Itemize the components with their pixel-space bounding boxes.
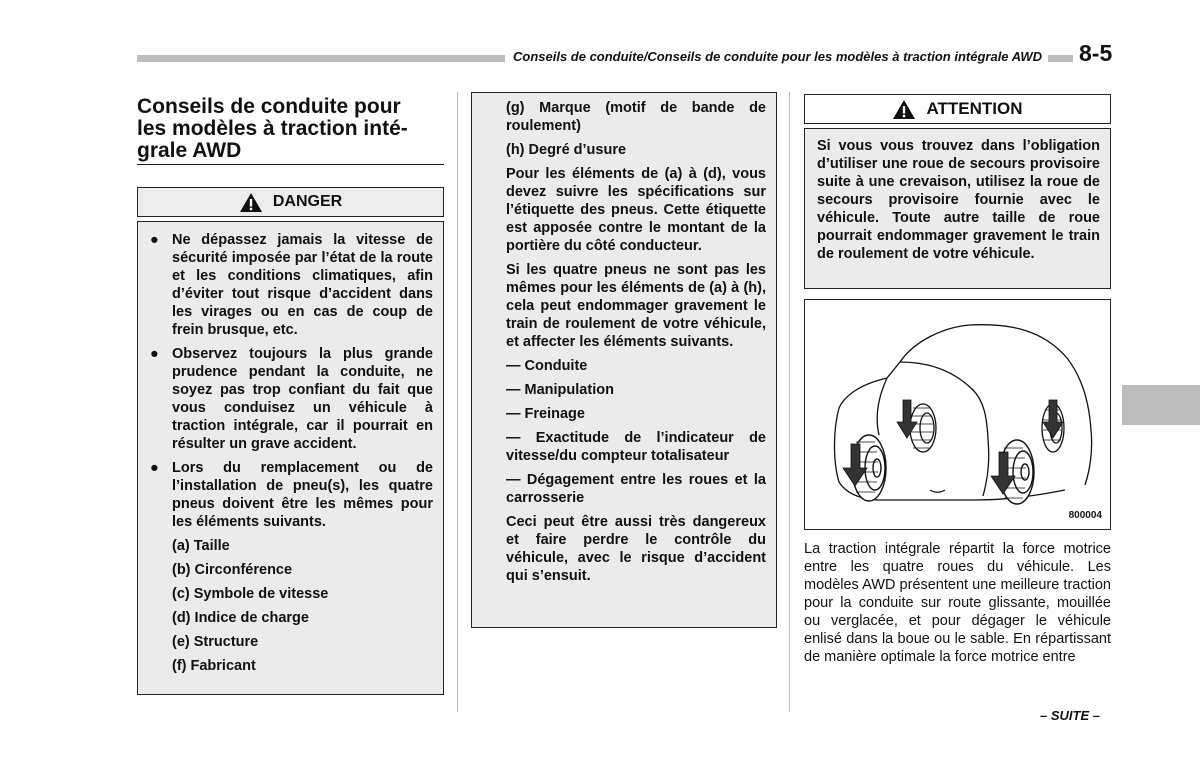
chapter-tab — [1122, 385, 1200, 425]
paragraph: Ceci peut être aussi très dangereux et faire perdre le contrôle du véhicule, avec le risque d’accident qui s’ensuit. — [506, 514, 766, 584]
section-title-line: Conseils de conduite pour — [137, 95, 401, 118]
section-title-line: les modèles à traction inté- — [137, 117, 408, 140]
spec-item: (e) Structure — [172, 634, 259, 650]
danger-header — [137, 187, 444, 217]
dash-item: — Dégagement entre les roues et la carrosserie — [506, 472, 766, 506]
column-divider-2 — [789, 92, 790, 712]
dash-item: — Exactitude de l’indicateur de vitesse/du compteur totalisateur — [506, 430, 766, 464]
warning-triangle-icon — [239, 192, 263, 213]
spec-item: (d) Indice de charge — [172, 610, 309, 626]
running-title: Conseils de conduite/Conseils de conduite pour les modèles à traction intégrale AWD — [505, 49, 1048, 64]
attention-text: Si vous vous trouvez dans l’obligation d’utiliser une roue de secours provisoire suite à une crevaison, utilisez la roue de secours provisoire fournie avec le véhicule. Toute autre taille de roue pourrait endommager gravement le train de roulement de votre véhicule. — [817, 138, 1100, 262]
dash-item: — Freinage — [506, 406, 585, 422]
column-divider-1 — [457, 92, 458, 712]
danger-item — [150, 459, 433, 675]
title-rule — [137, 164, 444, 165]
car-four-wheels-illustration — [805, 300, 1110, 529]
body-paragraph: La traction intégrale répartit la force motrice entre les quatre roues du véhicule. Les modèles AWD présentent une meilleure traction pour la conduite sur route glissante, mouillée ou verglacée, et pour dégager le véhicule enlisé dans la boue ou le sable. En répartissant de manière optimale la force motrice entre — [804, 541, 1111, 665]
bullet: ● — [150, 346, 159, 362]
bullet: ● — [150, 460, 159, 476]
bullet: ● — [150, 232, 159, 248]
section-title-line: grale AWD — [137, 139, 242, 162]
attention-label: ATTENTION — [926, 99, 1023, 118]
spec-item: (a) Taille — [172, 538, 230, 554]
spec-item: (f) Fabricant — [172, 658, 256, 674]
spec-item: (c) Symbole de vitesse — [172, 586, 329, 602]
figure-box — [804, 299, 1111, 530]
attention-header — [804, 94, 1111, 124]
continue-marker: – SUITE – — [1040, 708, 1100, 723]
spec-item: (g) Marque (motif de bande de roulement) — [506, 100, 766, 134]
danger-continuation-panel — [471, 92, 777, 628]
danger-item-text: Lors du remplacement ou de l’installation de pneu(s), les quatre pneus doivent être les mêmes pour les éléments suivants. — [172, 460, 433, 530]
figure-code: 800004 — [1068, 510, 1102, 521]
page-number: 8-5 — [1079, 40, 1113, 66]
spec-item: (b) Circonférence — [172, 562, 293, 578]
paragraph: Si les quatre pneus ne sont pas les mêmes pour les éléments de (a) à (h), cela peut endommager gravement le train de roulement de votre véhicule, et affecter les éléments suivants. — [506, 262, 766, 350]
danger-item-text: Observez toujours la plus grande prudence pendant la conduite, ne soyez pas trop confiant du fait que vous conduisez un véhicule à traction intégrale, car il pourrait en résulter un grave accident. — [172, 346, 433, 452]
dash-item: — Conduite — [506, 358, 588, 374]
paragraph: Pour les éléments de (a) à (d), vous devez suivre les spécifications sur l’étiquette des pneus. Cette étiquette est apposée contre le montant de la portière du côté conducteur. — [506, 166, 766, 254]
danger-item — [150, 345, 433, 453]
attention-panel — [804, 128, 1111, 289]
section-title — [137, 96, 427, 162]
danger-label: DANGER — [272, 193, 343, 210]
warning-triangle-icon — [892, 99, 916, 120]
danger-item — [150, 231, 433, 339]
danger-panel — [137, 221, 444, 695]
dash-item: — Manipulation — [506, 382, 614, 398]
danger-item-text: Ne dépassez jamais la vitesse de sécurité imposée par l’état de la route et les conditions climatiques, afin d’éviter tout risque d’accident dans les virages ou en cas de coup de frein brusque, etc. — [172, 232, 433, 338]
spec-item: (h) Degré d’usure — [506, 142, 627, 158]
